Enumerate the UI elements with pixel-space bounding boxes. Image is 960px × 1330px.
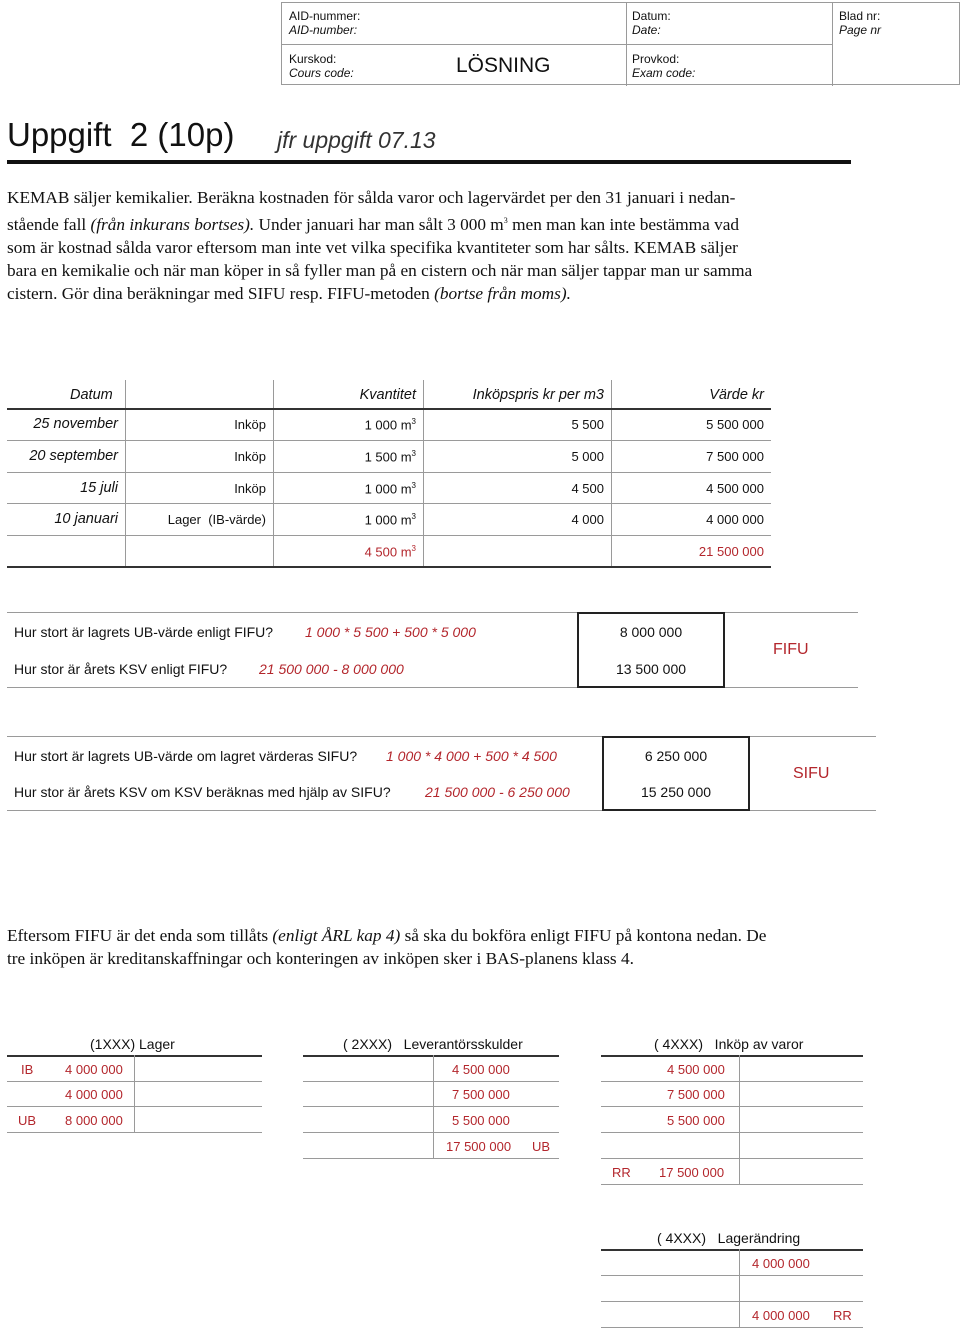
solution-label: LÖSNING [456,54,551,77]
page-title: Uppgift 2 (10p) [7,116,235,153]
row-value: 5 500 000 [706,417,764,432]
title-reference: jfr uppgift 07.13 [277,127,436,153]
credit-amount: 5 500 000 [452,1113,510,1128]
row-value: 7 500 000 [706,449,764,464]
sifu-answer-ksv: 15 250 000 [640,784,712,800]
row-type: Inköp [234,417,266,432]
credit-amount: 4 500 000 [452,1062,510,1077]
ub-label: UB [532,1139,551,1154]
fifu-calc-ub: 1 000 * 5 500 + 500 * 5 000 [305,624,476,640]
credit-sum: 17 500 000 [446,1139,512,1154]
total-quantity: 4 500 $m^3$ [364,544,416,560]
aid-label: AID-nummer: AID-number: [289,9,361,37]
debit-amount: 4 000 000 [65,1062,123,1077]
rr-label: RR [612,1165,631,1180]
row-type: Lager (IB-värde) [167,512,266,527]
fifu-question-ub: Hur stort är lagrets UB-värde enligt FIFU? [14,624,274,640]
exam-code-label: Provkod: Exam code: [632,52,696,80]
fifu-calc-ksv: 21 500 000 - 8 000 000 [259,661,404,677]
row-qty: 1 500 $m^3$ [364,449,416,465]
fifu-method-label: FIFU [773,641,809,658]
ib-label: IB [21,1062,34,1077]
debit-amount: 7 500 000 [667,1087,725,1102]
debit-amount: 5 500 000 [667,1113,725,1128]
account-title: ( 4XXX) Inköp av varor [654,1036,804,1052]
fifu-answer-ub: 8 000 000 [619,624,683,640]
sifu-answer-ub: 6 250 000 [644,748,708,764]
row-qty: 1 000 $m^3$ [364,417,416,433]
account-title: (1XXX) Lager [90,1036,175,1052]
row-date: 20 september [29,448,118,464]
rr-amount: 17 500 000 [659,1165,725,1180]
row-type: Inköp [234,481,266,496]
credit-amount: 4 000 000 [752,1256,810,1271]
fifu-question-ksv: Hur stor är årets KSV enligt FIFU? [14,661,228,677]
sifu-method-label: SIFU [793,765,830,782]
debit-amount: 4 000 000 [65,1087,123,1102]
booking-instructions: Eftersom FIFU är det enda som tillåts (enligt ÅRL kap 4) så ska du bokföra enligt FIFU på kontona nedan. De tre inköpen är kreditanskaffningar och konteringen av inköpen sker i BAS-planens klass 4. [7,926,767,968]
title-rule [7,160,851,164]
credit-amount: 7 500 000 [452,1087,510,1102]
intro-text: KEMAB säljer kemikalier. Beräkna kostnaden för sålda varor och lagervärdet per den 31 januari i nedan- stående fall (från inkurans bortses). Under januari har man sålt 3 000 $m^3$ men man kan inte bestämma vad som är kostnad sålda varor eftersom man inte vet vilka specifika kvantiteter som har sålts. KEMAB säljer bara en kemikalie och när man köper in så fyller man på en cistern och när man säljer tappar man ur samma cistern. Gör dina beräkningar med SIFU resp. FIFU-metoden (bortse från moms). [7,188,753,303]
sifu-calc-ksv: 21 500 000 - 6 250 000 [425,784,570,800]
date-label: Datum: Date: [632,9,671,37]
ub-label: UB [18,1113,37,1128]
account-title: ( 4XXX) Lagerändring [657,1230,801,1246]
row-qty: 1 000 $m^3$ [364,481,416,497]
course-code-label: Kurskod: Cours code: [289,52,354,80]
total-value: 21 500 000 [698,544,764,559]
row-date: 10 januari [54,511,118,527]
sifu-calc-ub: 1 000 * 4 000 + 500 * 4 500 [386,748,557,764]
sifu-question-ksv: Hur stor är årets KSV om KSV beräknas med hjälp av SIFU? [14,784,391,800]
row-type: Inköp [234,449,266,464]
header-inkopspris: Inköpspris kr per m3 [472,387,604,403]
header-kvantitet: Kvantitet [359,387,416,403]
account-title: ( 2XXX) Leverantörsskulder [343,1036,523,1052]
row-date: 25 november [33,416,118,432]
header-varde: Värde kr [709,387,764,403]
row-date: 15 juli [80,480,118,496]
row-value: 4 500 000 [706,481,764,496]
row-price: 5 000 [571,449,604,464]
row-value: 4 000 000 [706,512,764,527]
row-qty: 1 000 $m^3$ [364,512,416,528]
row-price: 4 500 [571,481,604,496]
row-price: 5 500 [571,417,604,432]
debit-amount: 8 000 000 [65,1113,123,1128]
row-price: 4 000 [571,512,604,527]
credit-amount: 4 000 000 [752,1308,810,1323]
page-number-label: Blad nr: Page nr [839,9,882,37]
debit-amount: 4 500 000 [667,1062,725,1077]
rr-label: RR [833,1308,852,1323]
fifu-answer-ksv: 13 500 000 [615,661,687,677]
sifu-question-ub: Hur stort är lagrets UB-värde om lagret värderas SIFU? [14,748,358,764]
header-datum: Datum [70,387,113,403]
